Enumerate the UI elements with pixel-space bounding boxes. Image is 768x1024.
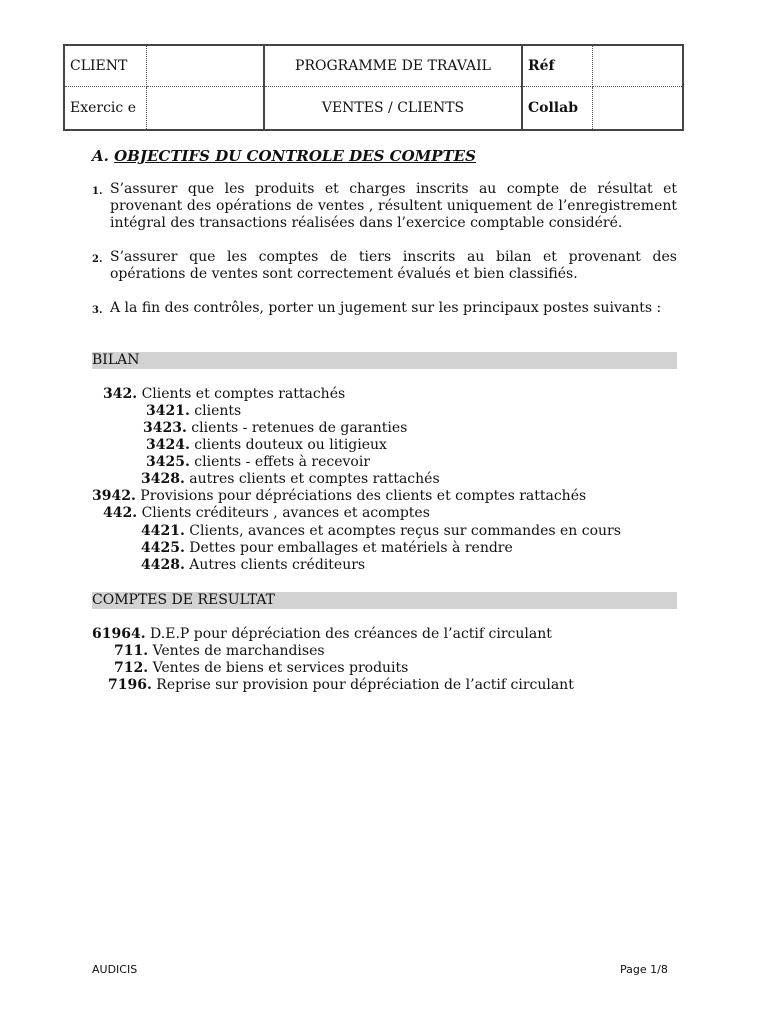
objective-item bbox=[92, 249, 677, 283]
objective-text: S’assurer que les comptes de tiers inscrits au bilan et provenant des opérations de ventes sont correctement évalués et bien classifiés. bbox=[110, 249, 677, 282]
ref-value bbox=[592, 45, 683, 87]
section-letter: A. bbox=[92, 147, 109, 165]
account-row: 61964. D.E.P pour dépréciation des créances de l’actif circulant bbox=[92, 626, 552, 642]
program-label: PROGRAMME DE TRAVAIL bbox=[264, 45, 522, 87]
account-row: 4428. Autres clients créditeurs bbox=[141, 557, 366, 573]
section-heading: OBJECTIFS DU CONTROLE DES COMPTES bbox=[114, 147, 476, 165]
objective-number: 2. bbox=[92, 254, 103, 265]
bilan-band: BILAN bbox=[92, 352, 677, 369]
account-row: 3425. clients - effets à recevoir bbox=[146, 454, 371, 470]
collab-label: Collab bbox=[522, 87, 592, 131]
objective-text: S’assurer que les produits et charges inscrits au compte de résultat et provenant des opérations de ventes , résultent uniquement de l’enregistrement intégral des transactions réalisées dans l’exercice comptable considéré. bbox=[110, 181, 677, 231]
section-label: VENTES / CLIENTS bbox=[264, 87, 522, 131]
header-table bbox=[63, 44, 684, 131]
account-row: 3428. autres clients et comptes rattachés bbox=[141, 471, 440, 487]
account-row: 4421. Clients, avances et acomptes reçus sur commandes en cours bbox=[141, 523, 621, 539]
footer-page-number: Page 1/8 bbox=[620, 963, 668, 976]
exercice-value bbox=[146, 87, 264, 131]
footer-company: AUDICIS bbox=[92, 963, 138, 976]
account-row: 712. Ventes de biens et services produits bbox=[114, 660, 409, 676]
account-row: 3421. clients bbox=[146, 403, 242, 419]
account-row: 3424. clients douteux ou litigieux bbox=[146, 437, 387, 453]
client-value bbox=[146, 45, 264, 87]
section-title bbox=[92, 147, 476, 165]
account-row: 3423. clients - retenues de garanties bbox=[143, 420, 408, 436]
objective-text: A la fin des contrôles, porter un jugement sur les principaux postes suivants : bbox=[110, 300, 662, 316]
account-row: 3942. Provisions pour dépréciations des clients et comptes rattachés bbox=[92, 488, 587, 504]
exercice-label: Exercic e bbox=[64, 87, 146, 131]
account-row: 711. Ventes de marchandises bbox=[114, 643, 325, 659]
objective-item bbox=[92, 300, 677, 317]
objective-number: 1. bbox=[92, 186, 103, 197]
objective-item bbox=[92, 181, 677, 232]
objective-number: 3. bbox=[92, 305, 103, 316]
ref-label: Réf bbox=[522, 45, 592, 87]
client-label: CLIENT bbox=[64, 45, 146, 87]
resultat-band: COMPTES DE RESULTAT bbox=[92, 592, 677, 609]
account-row: 442. Clients créditeurs , avances et acomptes bbox=[103, 505, 430, 521]
account-row: 4425. Dettes pour emballages et matériels à rendre bbox=[141, 540, 513, 556]
account-row: 342. Clients et comptes rattachés bbox=[103, 386, 346, 402]
collab-value bbox=[592, 87, 683, 131]
account-row: 7196. Reprise sur provision pour dépréciation de l’actif circulant bbox=[108, 677, 574, 693]
